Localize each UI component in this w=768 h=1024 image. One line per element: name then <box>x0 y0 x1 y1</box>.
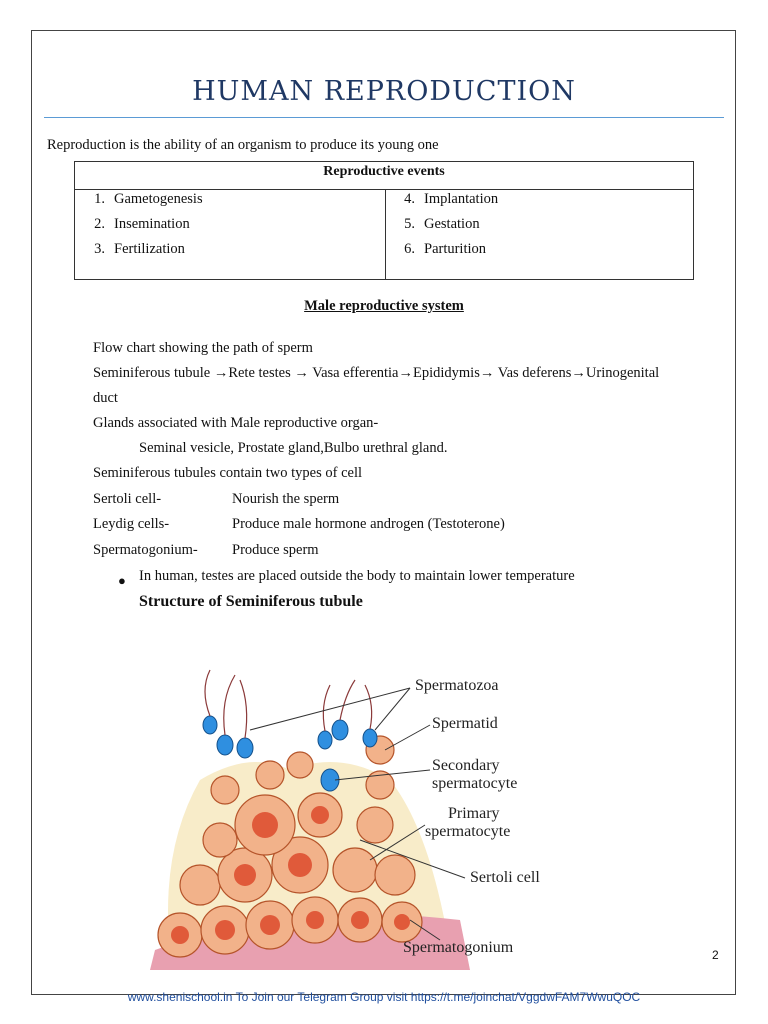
event-number: 3. <box>94 241 105 257</box>
event-label: Parturition <box>424 241 487 257</box>
event-number: 4. <box>404 191 415 207</box>
cell-name: Leydig cells- <box>93 516 170 532</box>
event-item <box>393 216 480 233</box>
events-column-left <box>75 189 386 279</box>
event-number: 2. <box>94 216 105 232</box>
cell-role: Produce sperm <box>232 542 319 558</box>
label-spermatid: Spermatid <box>432 715 498 732</box>
flow-chart-intro: Flow chart showing the path of sperm <box>93 340 313 356</box>
label-primary-1: Primary <box>448 805 500 822</box>
event-item <box>83 241 185 258</box>
seminiferous-tubule-diagram <box>140 650 560 970</box>
label-sertoli-cell: Sertoli cell <box>470 869 540 886</box>
event-item <box>83 216 190 233</box>
label-primary-2: spermatocyte <box>425 823 511 840</box>
events-column-right <box>385 189 693 279</box>
event-label: Fertilization <box>114 241 185 257</box>
structure-heading: Structure of Seminiferous tubule <box>139 593 363 610</box>
label-secondary-1: Secondary <box>432 757 500 774</box>
label-spermatogonium: Spermatogonium <box>403 939 514 956</box>
event-label: Gametogenesis <box>114 191 203 207</box>
event-number: 6. <box>404 241 415 257</box>
page-number: 2 <box>712 948 719 962</box>
page-title: HUMAN REPRODUCTION <box>192 76 576 107</box>
cell-name: Sertoli cell- <box>93 491 162 507</box>
cell-name: Spermatogonium- <box>93 542 198 558</box>
event-item <box>393 241 486 258</box>
reproductive-events-table <box>74 161 694 280</box>
event-number: 1. <box>94 191 105 207</box>
male-system-heading: Male reproductive system <box>304 298 464 314</box>
event-item <box>393 191 498 208</box>
event-item <box>83 191 203 208</box>
bullet-text: In human, testes are placed outside the body to maintain lower temperature <box>139 568 575 584</box>
cell-role: Produce male hormone androgen (Testoterone) <box>232 516 505 532</box>
event-label: Insemination <box>114 216 190 232</box>
intro-text: Reproduction is the ability of an organism to produce its young one <box>47 137 439 153</box>
label-spermatozoa: Spermatozoa <box>415 677 499 694</box>
flow-chart-line: Seminiferous tubule →Rete testes → Vasa efferentia→Epididymis→ Vas deferens→Urinogenital <box>93 365 660 381</box>
footer-link[interactable]: www.shenischool.in To Join our Telegram Group visit https://t.me/joinchat/VggdwFAM7WwuQOC <box>127 990 641 1004</box>
glands-list: Seminal vesicle, Prostate gland,Bulbo urethral gland. <box>139 440 448 456</box>
event-number: 5. <box>404 216 415 232</box>
flow-chart-line-continued: duct <box>93 390 118 406</box>
events-table-header: Reproductive events <box>75 162 693 190</box>
title-divider <box>44 117 724 118</box>
bullet-icon: ● <box>118 573 126 588</box>
cell-role: Nourish the sperm <box>232 491 340 507</box>
event-label: Gestation <box>424 216 480 232</box>
event-label: Implantation <box>424 191 499 207</box>
label-secondary-2: spermatocyte <box>432 775 518 792</box>
glands-intro: Glands associated with Male reproductive organ- <box>93 415 379 431</box>
cells-intro: Seminiferous tubules contain two types of cell <box>93 465 363 481</box>
